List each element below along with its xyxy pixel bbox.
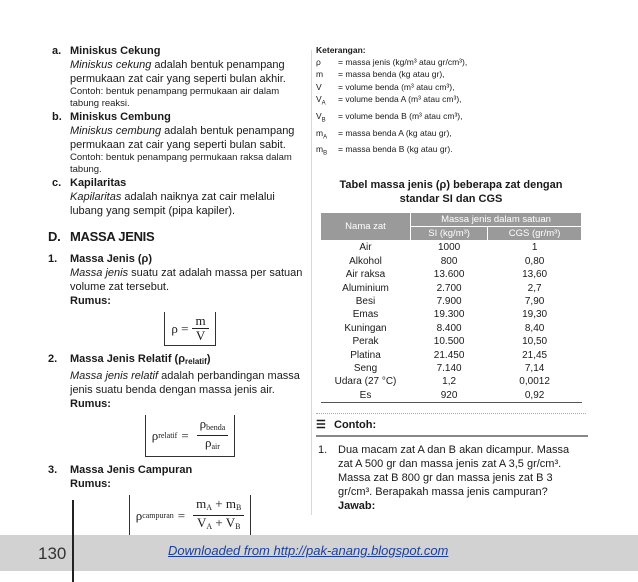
formula-equals: = (181, 427, 189, 443)
keterangan-symbol: $m_B$ (316, 144, 328, 158)
keterangan-symbol: V (316, 81, 322, 92)
table-row (321, 362, 582, 375)
keterangan-row (316, 127, 586, 144)
density-table (320, 212, 582, 403)
rumus-label: Rumus: (70, 478, 111, 490)
keterangan-text: = volume benda B (m³ atau cm³), (338, 110, 463, 121)
cell-si: 920 (411, 389, 488, 403)
rumus-label: Rumus: (70, 398, 111, 410)
table-row (321, 375, 582, 388)
table-body (321, 241, 582, 403)
item-definition (70, 190, 310, 218)
keterangan-block (316, 44, 586, 160)
term: Miniskus cekung (70, 59, 152, 71)
keterangan-symbol: $V_B$ (316, 110, 326, 124)
jawab-label: Jawab: (338, 500, 376, 513)
formula-lhs: ρ (151, 427, 159, 443)
item-definition (70, 124, 310, 152)
cell-zat: Air raksa (345, 269, 386, 281)
cell-si: 13.600 (433, 269, 465, 281)
cell-si: 21.450 (433, 349, 465, 361)
item-marker: c. (52, 177, 62, 189)
formula-lhs-sub: campuran (142, 510, 174, 520)
keterangan-text: = volume benda A (m³ atau cm³), (338, 93, 462, 104)
contoh-heading (316, 413, 586, 431)
table-title-line-1: Tabel massa jenis (ρ) beberapa zat dengan (339, 179, 563, 192)
cell-cgs: 0,92 (488, 389, 582, 403)
keterangan-row (316, 143, 586, 160)
cell-cgs: 21,45 (522, 349, 548, 361)
cell-si: 800 (440, 255, 458, 267)
formula-denominator: $\rho_{air}$ (205, 435, 220, 451)
cell-si: 1000 (437, 242, 461, 254)
table-row (321, 241, 582, 255)
header-cgs: CGS (gr/m³) (488, 227, 582, 241)
cell-zat: Es (321, 389, 411, 403)
left-column (48, 44, 310, 543)
page-number: 130 (38, 544, 67, 563)
keterangan-text: = volume benda (m³ atau cm³), (338, 81, 455, 92)
cell-zat: Besi (355, 296, 376, 307)
cell-zat: Perak (352, 336, 379, 348)
table-row (321, 335, 582, 348)
keterangan-row (316, 56, 586, 68)
table-row (321, 322, 582, 335)
formula-numerator: m (192, 314, 208, 329)
definition-text: adalah bentuk penampang permukaan zat cair yang seperti bulan sabit. (70, 125, 295, 151)
cell-si: 10.500 (433, 336, 465, 348)
right-column (316, 44, 586, 513)
cell-zat: Seng (353, 363, 378, 375)
cell-si: 2.700 (436, 282, 462, 294)
section-letter: D. (48, 229, 61, 244)
cell-cgs: 0,0012 (519, 376, 550, 388)
table-row (321, 389, 582, 403)
formula-numerator: $m_A + m_B$ (193, 497, 244, 516)
table-row (321, 295, 582, 308)
term: Massa jenis relatif (70, 370, 159, 382)
item-heading: Kapilaritas (70, 177, 127, 189)
definition-text: adalah bentuk penampang permukaan zat cair yang seperti bulan akhir. (70, 59, 286, 85)
keterangan-text: = massa benda A (kg atau gr), (338, 127, 452, 138)
formula-mixture-density (70, 495, 310, 537)
formula-lhs: ρ = (171, 320, 189, 336)
formula-fraction (192, 314, 208, 343)
rumus-label: Rumus: (70, 295, 111, 307)
item-example: Contoh: bentuk penampang permukaan raksa dalam tabung. (70, 152, 292, 175)
subsection-massa-jenis-relatif (48, 352, 310, 457)
keterangan-row (316, 93, 586, 110)
cell-zat: Aluminium (342, 282, 389, 294)
contoh-box (316, 435, 588, 513)
definition-text: adalah naiknya zat cair melalui lubang yang sempit (pipa kapiler). (70, 191, 275, 217)
header-nama-zat: Nama zat (321, 213, 411, 241)
table-title-line-2: standar SI dan CGS (399, 193, 503, 206)
item-marker: a. (52, 45, 62, 57)
table-row (321, 349, 582, 362)
item-definition (70, 58, 310, 86)
column-divider (311, 50, 312, 515)
heading-end: ) (206, 353, 211, 365)
header-si: SI (kg/m³) (411, 227, 488, 241)
keterangan-text: = massa jenis (kg/m³ atau gr/cm³), (338, 57, 468, 68)
formula-denominator: V (195, 328, 206, 343)
cell-zat: Udara (27 °C) (334, 376, 397, 388)
cell-zat: Alkohol (349, 255, 382, 267)
cell-si: 7.900 (436, 296, 462, 307)
cell-cgs: 8,40 (524, 322, 545, 334)
cell-cgs: 2,7 (527, 282, 542, 294)
item-miniskus-cekung (48, 44, 310, 110)
keterangan-symbol: ρ (316, 57, 321, 68)
cell-cgs: 10,50 (522, 336, 548, 348)
cell-zat: Kuningan (344, 322, 387, 334)
item-miniskus-cembung (48, 110, 310, 176)
table-row (321, 255, 582, 268)
item-heading: Miniskus Cembung (70, 111, 171, 123)
subsection-number: 3. (48, 464, 58, 476)
header-group: Massa jenis dalam satuan (411, 213, 582, 227)
term: Kapilaritas (70, 191, 122, 203)
formula-fraction (197, 417, 229, 454)
download-link[interactable]: Downloaded from http://pak-anang.blogspot.com (168, 543, 449, 558)
cell-cgs: 13,60 (522, 269, 548, 281)
definition-text: suatu zat adalah massa per satuan volume zat tersebut. (70, 267, 303, 293)
heading-subscript: relatif (185, 357, 207, 366)
definition-text: adalah perbandingan massa jenis suatu benda dengan massa jenis air. (70, 370, 300, 396)
keterangan-row (316, 110, 586, 127)
cell-si: 8.400 (436, 322, 462, 334)
formula-lhs-sub: relatif (158, 430, 178, 440)
contoh-label: Contoh: (334, 418, 377, 431)
keterangan-text: = massa benda (kg atau gr), (338, 69, 445, 80)
item-marker: b. (52, 111, 62, 123)
subsection-heading: Massa Jenis Campuran (70, 464, 193, 476)
book-icon: ☰ (316, 419, 326, 432)
keterangan-symbol: $V_A$ (316, 93, 326, 107)
term: Miniskus cembung (70, 125, 162, 137)
table-row (321, 268, 582, 281)
item-example: Contoh: bentuk penampang permukaan air dalam tabung reaksi. (70, 86, 280, 109)
contoh-number: 1. (318, 444, 328, 457)
cell-zat: Air (359, 242, 372, 254)
subsection-definition (70, 369, 310, 397)
formula-equals: = (177, 507, 186, 523)
item-heading: Miniskus Cekung (70, 45, 161, 57)
cell-zat: Emas (352, 309, 379, 321)
formula-density (70, 312, 310, 346)
keterangan-title: Keterangan: (316, 45, 366, 55)
footer-divider (72, 500, 74, 582)
section-title: MASSA JENIS (70, 229, 155, 244)
subsection-massa-jenis (48, 252, 310, 346)
contoh-text: Dua macam zat A dan B akan dicampur. Massa zat A 500 gr dan massa jenis zat A 3,5 gr/cm³. Massa zat B 800 gr dan massa jenis zat B 3 gr/cm³. Berapakah massa jenis campuran? (338, 444, 570, 499)
formula-lhs: ρ (135, 507, 143, 523)
cell-si: 7.140 (436, 363, 462, 375)
term: Massa jenis (70, 267, 129, 279)
keterangan-row (316, 81, 586, 93)
cell-si: 19.300 (433, 309, 465, 321)
cell-zat: Platina (350, 349, 381, 361)
section-heading (48, 230, 310, 244)
cell-cgs: 7,90 (524, 296, 545, 307)
keterangan-symbol: m (316, 69, 324, 80)
subsection-heading: Massa Jenis (ρ) (70, 253, 153, 265)
cell-cgs: 0,80 (524, 255, 545, 267)
cell-si: 1,2 (442, 376, 457, 388)
formula-denominator: $V_A + V_B$ (196, 515, 241, 531)
subsection-number: 2. (48, 353, 58, 365)
formula-numerator: $\rho_{benda}$ (197, 417, 229, 436)
table-row (321, 308, 582, 321)
cell-cgs: 7,14 (524, 363, 545, 375)
subsection-heading (70, 352, 310, 369)
heading-text: Massa Jenis Relatif (ρ (70, 353, 186, 365)
subsection-definition (70, 266, 310, 294)
cell-cgs: 19,30 (522, 309, 548, 321)
keterangan-text: = massa benda B (kg atau gr). (338, 144, 453, 155)
table-row (321, 282, 582, 295)
subsection-number: 1. (48, 253, 58, 265)
keterangan-symbol: $m_A$ (316, 127, 328, 141)
formula-relative-density (70, 415, 310, 457)
formula-fraction (193, 497, 244, 534)
table-title (316, 178, 586, 206)
item-kapilaritas (48, 176, 310, 218)
subsection-massa-jenis-campuran (48, 463, 310, 537)
keterangan-list (316, 56, 586, 160)
keterangan-row (316, 68, 586, 80)
cell-cgs: 1 (531, 242, 538, 254)
